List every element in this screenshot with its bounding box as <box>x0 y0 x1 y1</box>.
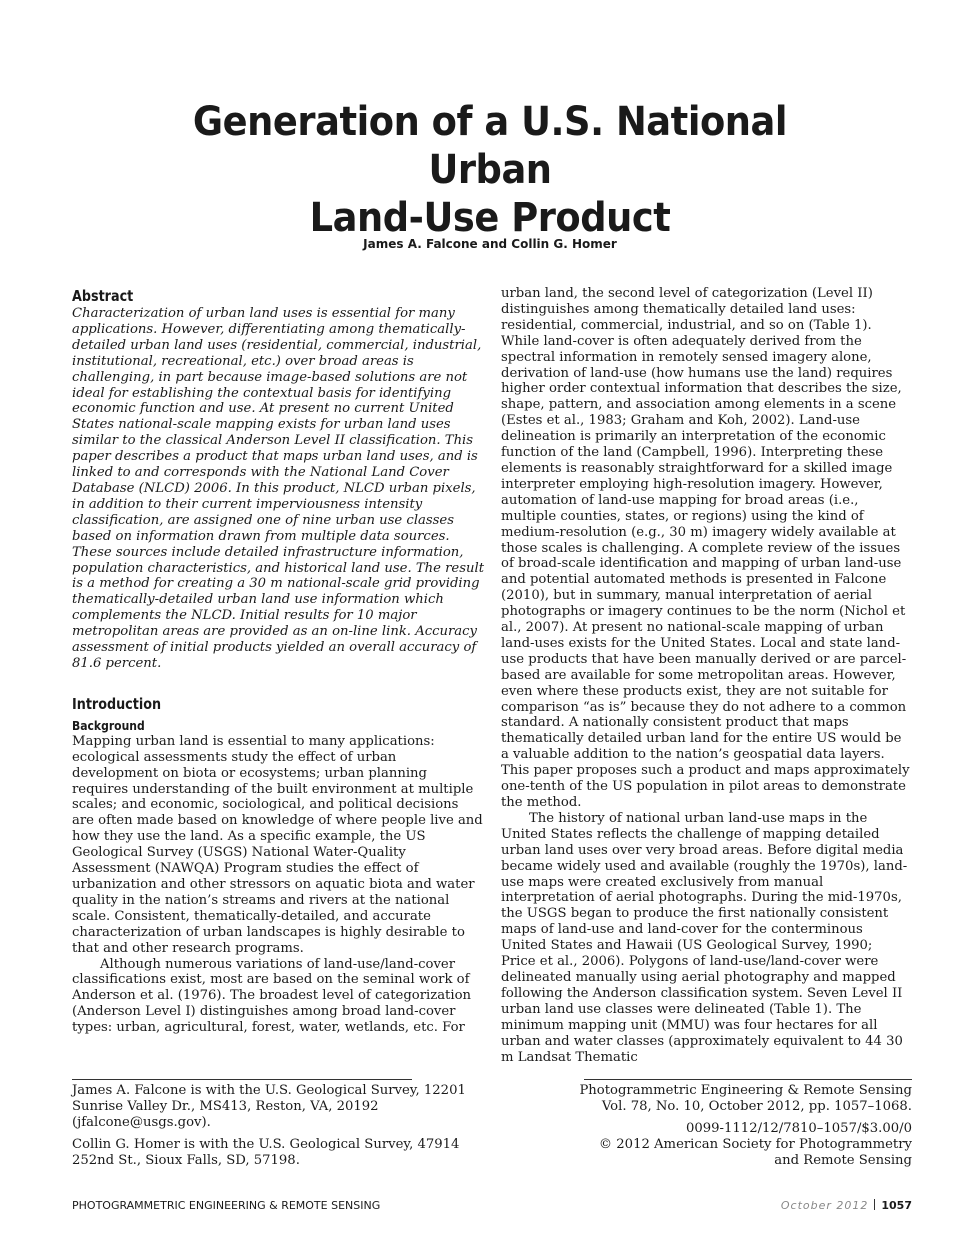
authors: James A. Falcone and Collin G. Homer <box>363 237 617 251</box>
running-footer-journal: PHOTOGRAMMETRIC ENGINEERING & REMOTE SENSING <box>72 1199 381 1212</box>
abstract-heading: Abstract <box>72 287 134 305</box>
copyright: © 2012 American Society for Photogrammetry <box>598 1137 912 1152</box>
right-column <box>501 286 911 1065</box>
right-paragraph-1: urban land, the second level of categorization (Level II) distinguishes among thematically detailed land uses: residential, commercial, industrial, and so on (Table 1). While land-cover is often adequately derived from the spectral information in remotely sensed imagery alone, derivation of land-use (how humans use the land) requires higher order contextual information that describes the size, shape, pattern, and association among elements in a scene (Estes et al., 1983; Graham and Koh, 2002). Land-use delineation is primarily an interpretation of the economic function of the land (Campbell, 1996). Interpreting these elements is reasonably straightforward for a skilled image interpreter employing high-resolution imagery. However, automation of land-use mapping for broad areas (i.e., multiple counties, states, or regions) using the kind of medium-resolution (e.g., 30 m) imagery widely available at those scales is challenging. A complete review of the issues of broad-scale identification and mapping of urban land-use and potential automated methods is presented in Falcone (2010), but in summary, manual interpretation of aerial photographs or imagery continues to be the norm (Nichol et al., 2007). At present no national-scale mapping of urban land-uses exists for the United States. Local and state land-use products that have been manually derived or are parcel-based are available for some metropolitan areas. However, even where these products exist, they are not suitable for comparison “as is” because they do not adhere to a common standard. A nationally consistent product that maps thematically detailed urban land for the entire US would be a valuable addition to the nation’s geospatial data layers. This paper proposes such a product and maps approximately one-tenth of the US population in pilot areas to demonstrate the method. <box>501 286 910 810</box>
introduction-heading: Introduction <box>72 694 162 713</box>
title-line-1: Generation of a U.S. National Urban <box>192 99 788 193</box>
running-footer-page <box>781 1199 912 1212</box>
journal-volume: Vol. 78, No. 10, October 2012, pp. 1057–1068. <box>601 1099 912 1114</box>
background-subheading: Background <box>72 718 145 733</box>
abstract-text: Characterization of urban land uses is essential for many applications. However, differentiating among thematically-detailed urban land uses (residential, commercial, industrial, institutional, recreational, etc.) over broad areas is challenging, in part because image-based solutions are not ideal for establishing the contextual basis for identifying economic function and use. At present no current United States national-scale mapping exists for urban land uses similar to the classical Anderson Level II classification. This paper describes a product that maps urban land uses, and is linked to and corresponds with the National Land Cover Database (NLCD) 2006. In this product, NLCD urban pixels, in addition to their current imperviousness intensity classification, are assigned one of nine urban use classes based on information drawn from multiple data sources. These sources include detailed infrastructure information, population characteristics, and historical land use. The result is a method for creating a 30 m national-scale grid providing thematically-detailed urban land use information which complements the NLCD. Initial results for 10 major metropolitan areas are provided as an on-line link. Accuracy assessment of initial products yielded an overall accuracy of 81.6 percent. <box>72 306 484 671</box>
journal-name: Photogrammetric Engineering & Remote Sensing <box>579 1083 912 1098</box>
right-paragraph-2: The history of national urban land-use maps in the United States reflects the challenge of mapping detailed urban land uses over very broad areas. Before digital media became widely used and available (roughly the 1970s), land-use maps were created exclusively from manual interpretation of aerial photographs. During the mid-1970s, the USGS began to produce the first nationally consistent maps of land-use and land-cover for the conterminous United States and Hawaii (US Geological Survey, 1990; Price et al., 2006). Polygons of land-use/land-cover were delineated manually using aerial photography and mapped following the Anderson classification system. Seven Level II urban land use classes were delineated (Table 1). The minimum mapping unit (MMU) was four hectares for all urban and water classes (approximately equivalent to 44 30 m Landsat Thematic <box>501 810 908 1065</box>
issn: 0099-1112/12/7810–1057/$3.00/0 <box>686 1121 912 1136</box>
falcone-affiliation: James A. Falcone is with the U.S. Geological Survey, 12201 Sunrise Valley Dr., MS413, Reston, VA, 20192 (jfalcone@usgs.gov). <box>72 1083 466 1130</box>
page-number: 1057 <box>881 1199 912 1212</box>
homer-affiliation: Collin G. Homer is with the U.S. Geological Survey, 47914 252nd St., Sioux Falls, SD, 57198. <box>72 1137 460 1168</box>
paper-title <box>131 98 849 242</box>
intro-paragraph-2: Although numerous variations of land-use/land-cover classifications exist, most are based on the seminal work of Anderson et al. (1976). The broadest level of categorization (Anderson Level I) distinguishes among broad land-cover types: urban, agricultural, forest, water, wetlands, etc. For <box>72 956 472 1036</box>
issue-date: October 2012 <box>780 1199 869 1212</box>
author-footnotes <box>72 1083 492 1169</box>
footnote-rule-left <box>72 1079 412 1080</box>
intro-paragraph-1: Mapping urban land is essential to many applications: ecological assessments study the effect of urban development on biota or ecosystems; urban planning requires understanding of the built environment at multiple scales; and economic, sociological, and political decisions are often made based on knowledge of where people live and how they use the land. As a specific example, the US Geological Survey (USGS) National Water-Quality Assessment (NAWQA) Program studies the effect of urbanization and other stressors on aquatic biota and water quality in the nation’s streams and rivers at the national scale. Consistent, thematically-detailed, and accurate characterization of urban landscapes is highly desirable to that and other research programs. <box>72 733 483 956</box>
footnote-rule-right <box>584 1079 912 1080</box>
title-line-2: Land-Use Product <box>309 195 671 241</box>
journal-footnote <box>530 1083 912 1169</box>
copyright-continued: and Remote Sensing <box>774 1153 912 1168</box>
left-column <box>72 286 484 1036</box>
